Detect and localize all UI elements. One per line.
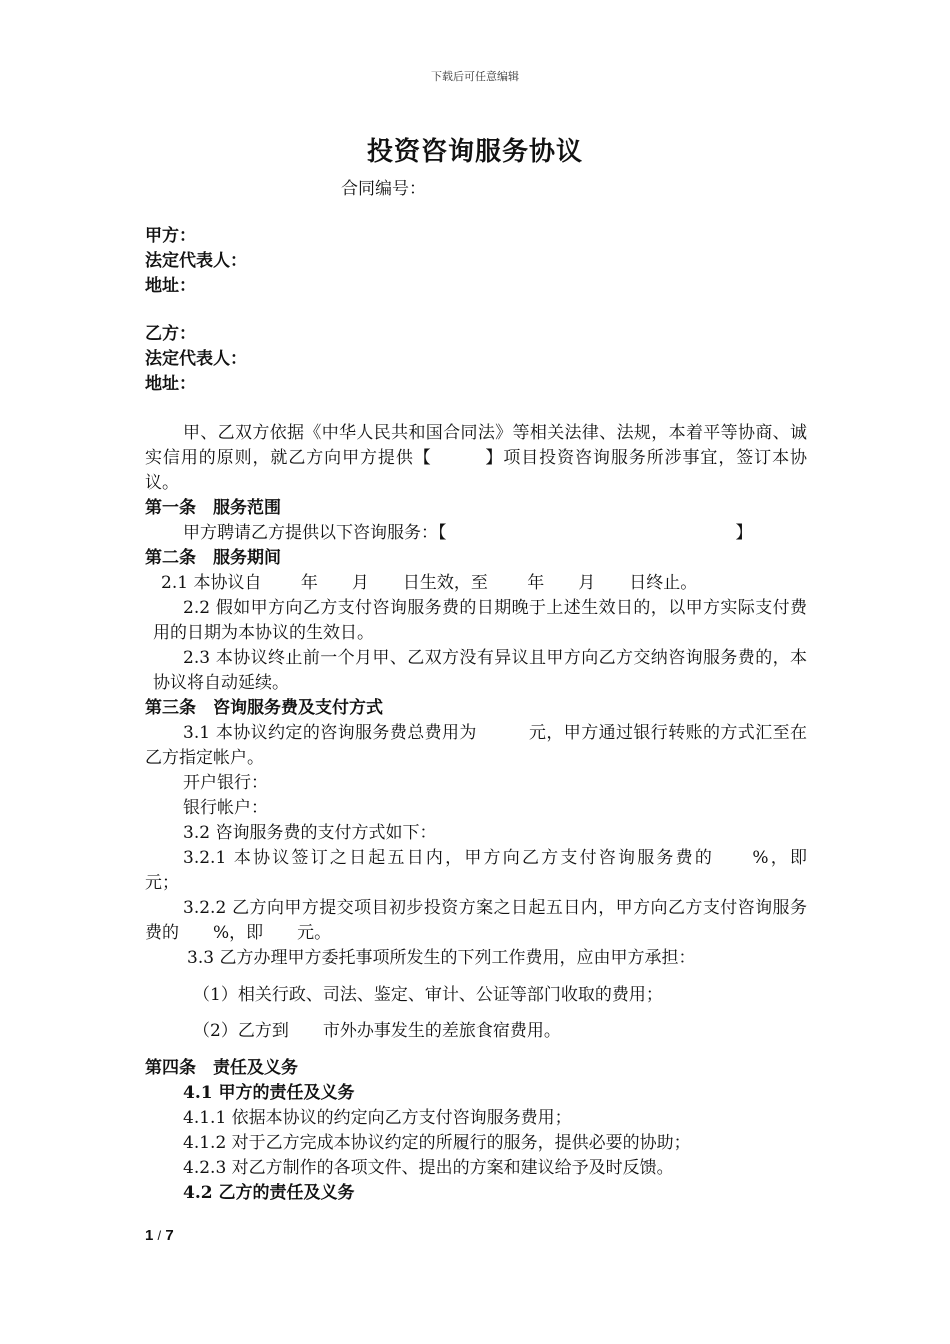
article-2-heading: 第二条 服务期间 xyxy=(145,548,281,568)
clause-4-2-heading: 4.2 乙方的责任及义务 xyxy=(183,1183,355,1203)
page-total: 7 xyxy=(165,1227,174,1244)
clause-3-3: 3.3 乙方办理甲方委托事项所发生的下列工作费用，应由甲方承担： xyxy=(187,948,696,968)
party-b-address-label: 地址： xyxy=(145,374,196,394)
clause-4-1-1: 4.1.1 依据本协议的约定向乙方支付咨询服务费用； xyxy=(183,1108,572,1128)
spacer xyxy=(145,397,807,421)
spacer xyxy=(145,299,807,322)
clause-3-1: 3.1 本协议约定的咨询服务费总费用为 元，甲方通过银行转账的方式汇至在乙方指定帐户。 xyxy=(145,723,807,768)
clause-2-2: 2.2 假如甲方向乙方支付咨询服务费的日期晚于上述生效日的，以甲方实际支付费用的日期为本协议的生效日。 xyxy=(153,598,807,643)
clause-3-3-item-2: （2）乙方到 市外办事发生的差旅食宿费用。 xyxy=(193,1021,561,1041)
clause-3-3-item-1: （1）相关行政、司法、鉴定、审计、公证等部门收取的费用； xyxy=(193,985,663,1005)
document-title: 投资咨询服务协议 xyxy=(366,137,583,167)
page-number xyxy=(145,1227,174,1244)
page-current: 1 xyxy=(145,1227,154,1244)
clause-4-2-3: 4.2.3 对乙方制作的各项文件、提出的方案和建议给予及时反馈。 xyxy=(183,1158,674,1178)
clause-2-3: 2.3 本协议终止前一个月甲、乙双方没有异议且甲方向乙方交纳咨询服务费的，本协议将自动延续。 xyxy=(153,648,807,693)
document-body xyxy=(145,224,841,1206)
bank-account-label: 银行帐户： xyxy=(183,798,268,818)
contract-number-label: 合同编号： xyxy=(341,179,426,199)
article-4-heading: 第四条 责任及义务 xyxy=(145,1058,298,1078)
party-b-rep-label: 法定代表人： xyxy=(145,349,247,369)
clause-3-2: 3.2 咨询服务费的支付方式如下： xyxy=(183,823,437,843)
article-3-heading: 第三条 咨询服务费及支付方式 xyxy=(145,698,383,718)
article-1-text: 甲方聘请乙方提供以下咨询服务：【 】 xyxy=(183,523,753,543)
intro-paragraph: 甲、乙双方依据《中华人民共和国合同法》等相关法律、法规，本着平等协商、诚实信用的原则，就乙方向甲方提供【 】项目投资咨询服务所涉事宜，签订本协议。 xyxy=(145,423,807,493)
clause-3-2-2: 3.2.2 乙方向甲方提交项目初步投资方案之日起五日内，甲方向乙方支付咨询服务费的 %，即 元。 xyxy=(145,898,807,943)
clause-4-1-heading: 4.1 甲方的责任及义务 xyxy=(183,1083,355,1103)
page-separator: / xyxy=(157,1228,162,1243)
header-note: 下载后可任意编辑 xyxy=(431,70,519,83)
article-1-heading: 第一条 服务范围 xyxy=(145,498,281,518)
clause-2-1: 2.1 本协议自 年 月 日生效，至 年 月 日终止。 xyxy=(161,573,698,593)
clause-3-2-1: 3.2.1 本协议签订之日起五日内，甲方向乙方支付咨询服务费的 %，即 元； xyxy=(145,848,841,893)
party-a-rep-label: 法定代表人： xyxy=(145,251,247,271)
bank-name-label: 开户银行： xyxy=(183,773,268,793)
party-b-label: 乙方： xyxy=(145,324,196,344)
clause-4-1-2: 4.1.2 对于乙方完成本协议约定的所履行的服务，提供必要的协助； xyxy=(183,1133,691,1153)
party-a-label: 甲方： xyxy=(145,226,196,246)
party-a-address-label: 地址： xyxy=(145,276,196,296)
